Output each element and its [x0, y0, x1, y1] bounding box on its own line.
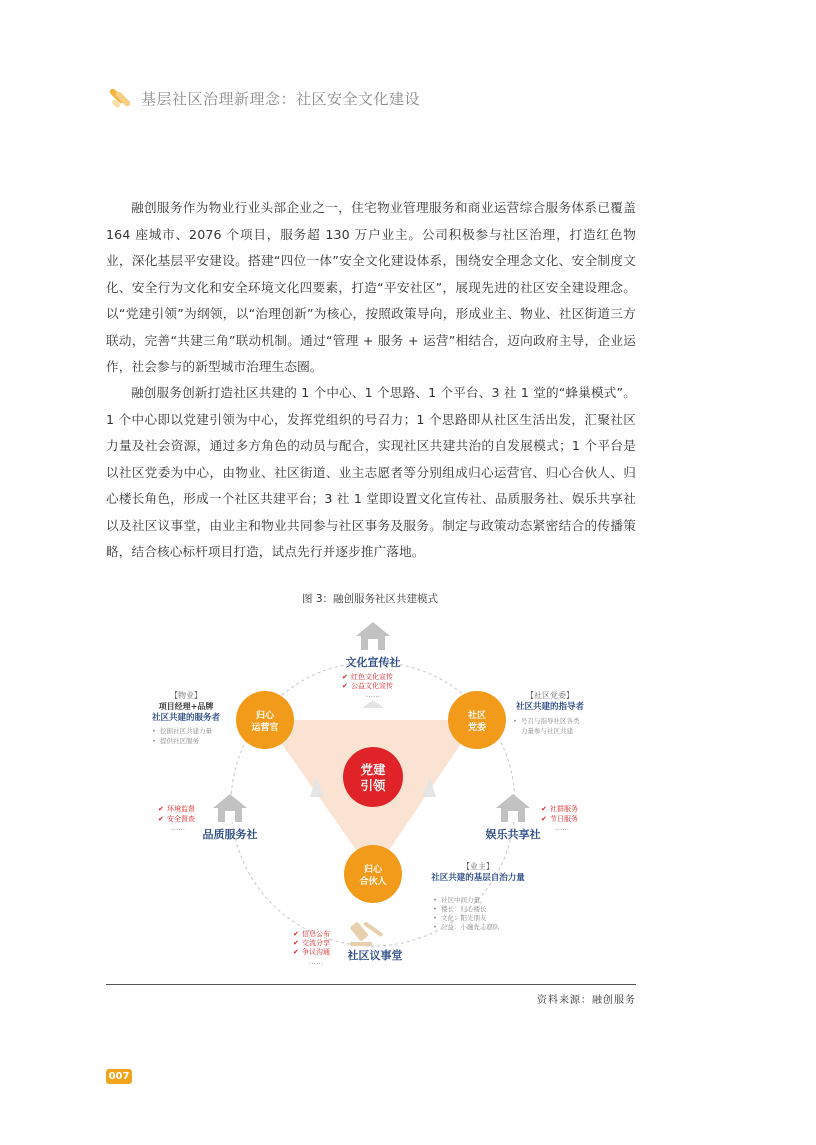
club-culture-item2: 公益文化宣传 [351, 682, 393, 690]
club-culture-more: …… [366, 691, 380, 699]
check-icon: ✔ [158, 805, 164, 813]
wuye-subtitle: 社区共建的服务者 [151, 713, 221, 723]
source-note: 资料来源：融创服务 [537, 995, 636, 1006]
yezhu-tag: 【业主】 [462, 862, 494, 871]
house-icon [496, 794, 530, 822]
dangwei-item1: 号召与指导社区各类 [521, 717, 580, 725]
node-operator-line2: 运营官 [251, 723, 279, 733]
center-circle [343, 747, 403, 807]
check-icon: ✔ [541, 815, 547, 823]
svg-text:•: • [433, 914, 437, 922]
club-fun-item1: 社群服务 [550, 805, 578, 813]
yezhu-item3: 文化：阳光朋友 [441, 914, 487, 922]
club-council-more: …… [309, 958, 323, 966]
wuye-tag: 【物业】 [170, 691, 202, 700]
club-fun-item2: 节日服务 [550, 815, 578, 823]
gavel-icon [350, 921, 384, 946]
svg-text:•: • [152, 727, 156, 735]
wuye-item2: 提供社区服务 [160, 737, 199, 745]
check-icon: ✔ [342, 673, 348, 681]
check-icon: ✔ [293, 948, 299, 956]
club-quality-more: …… [171, 824, 185, 832]
club-quality-item1: 环境监督 [167, 805, 195, 813]
svg-text:•: • [513, 717, 517, 725]
node-party-line2: 党委 [467, 723, 487, 733]
check-icon: ✔ [158, 815, 164, 823]
svg-text:•: • [433, 905, 437, 913]
check-icon: ✔ [342, 682, 348, 690]
dangwei-tag: 【社区党委】 [526, 691, 574, 700]
center-line1: 党建 [360, 762, 386, 777]
center-line2: 引领 [360, 778, 386, 793]
house-icon [356, 622, 390, 650]
yezhu-subtitle: 社区共建的基层自治力量 [431, 873, 525, 883]
club-council-name: 社区议事堂 [347, 949, 403, 962]
body-paragraph-1: 融创服务作为物业行业头部企业之一，住宅物业管理服务和商业运营综合服务体系已覆盖 164 座城市、2076 个项目，服务超 130 万户业主。公司积极参与社区治理，打造红色物业，深化基层平安建设。搭建“四位一体”安全文化建设体系，围绕安全理念文化、安全制度文化、安全行为文化和安全环境文化四要素，打造“平安社区”，展现先进的社区安全建设理念。以“党建引领”为纲领，以“治理创新”为核心，按照政策导向，形成业主、物业、社区街道三方联动，完善“共建三角”联动机制。通过“管理 + 服务 + 运营”相结合，迈向政府主导，企业运作，社会参与的新型城市治理生态圈。 [106, 200, 636, 374]
club-culture-name: 文化宣传社 [345, 656, 401, 669]
svg-text:•: • [152, 737, 156, 745]
node-partner-line1: 归心 [363, 865, 383, 875]
club-culture-item1: 红色文化宣传 [351, 673, 393, 681]
node-partner-line2: 合伙人 [359, 877, 387, 887]
club-council-item3: 争议沟通 [302, 948, 330, 956]
body-paragraph-2: 融创服务创新打造社区共建的 1 个中心、1 个思路、1 个平台、3 社 1 堂的“蜂巢模式”。1 个中心即以党建引领为中心，发挥党组织的号召力；1 个思路即从社区生活出发，汇聚社区力量及社会资源，通过多方角色的动员与配合，实现社区共建共治的自发展模式；1 个平台是以社区党委为中心，由物业、社区街道、业主志愿者等分别组成归心运营官、归心合伙人、归心楼长角色，形成一个社区共建平台；3 社 1 堂即设置文化宣传社、品质服务社、娱乐共享社以及社区议事堂，由业主和物业共同参与社区事务及服务。制定与政策动态紧密结合的传播策略，结合核心标杆项目打造，试点先行并逐步推广落地。 [106, 385, 636, 559]
check-icon: ✔ [293, 930, 299, 938]
club-quality-item2: 安全督查 [167, 815, 195, 823]
wuye-title: 项目经理+品牌 [158, 702, 214, 711]
svg-text:•: • [433, 896, 437, 904]
club-council-item1: 信息公布 [302, 930, 330, 938]
yezhu-item2: 楼长：归心楼长 [441, 905, 487, 913]
yezhu-item4: 公益：小融先志愿队 [441, 923, 500, 931]
community-model-diagram [130, 612, 650, 977]
house-icon [213, 794, 247, 822]
check-icon: ✔ [293, 939, 299, 947]
header-title: 基层社区治理新理念：社区安全文化建设 [141, 90, 421, 108]
svg-text:•: • [433, 923, 437, 931]
figure-caption: 图 3：融创服务社区共建模式 [301, 593, 439, 605]
club-council-item2: 交流分享 [302, 939, 330, 947]
pointer-top [362, 700, 384, 708]
dangwei-subtitle: 社区共建的指导者 [515, 702, 585, 712]
page-number: 007 [106, 1069, 132, 1084]
node-operator-line1: 归心 [255, 711, 275, 721]
club-fun-more: …… [555, 824, 569, 832]
source-divider [106, 984, 636, 985]
yezhu-item1: 社区中间力量， [441, 896, 487, 904]
brand-logo-icon [106, 84, 134, 112]
dangwei-item2: 力量参与社区共建 [521, 727, 573, 735]
club-quality-name: 品质服务社 [202, 828, 258, 841]
club-fun-name: 娱乐共享社 [485, 828, 541, 841]
check-icon: ✔ [541, 805, 547, 813]
wuye-item1: 挖掘社区共建力量 [160, 727, 212, 735]
node-party-line1: 社区 [467, 711, 487, 721]
